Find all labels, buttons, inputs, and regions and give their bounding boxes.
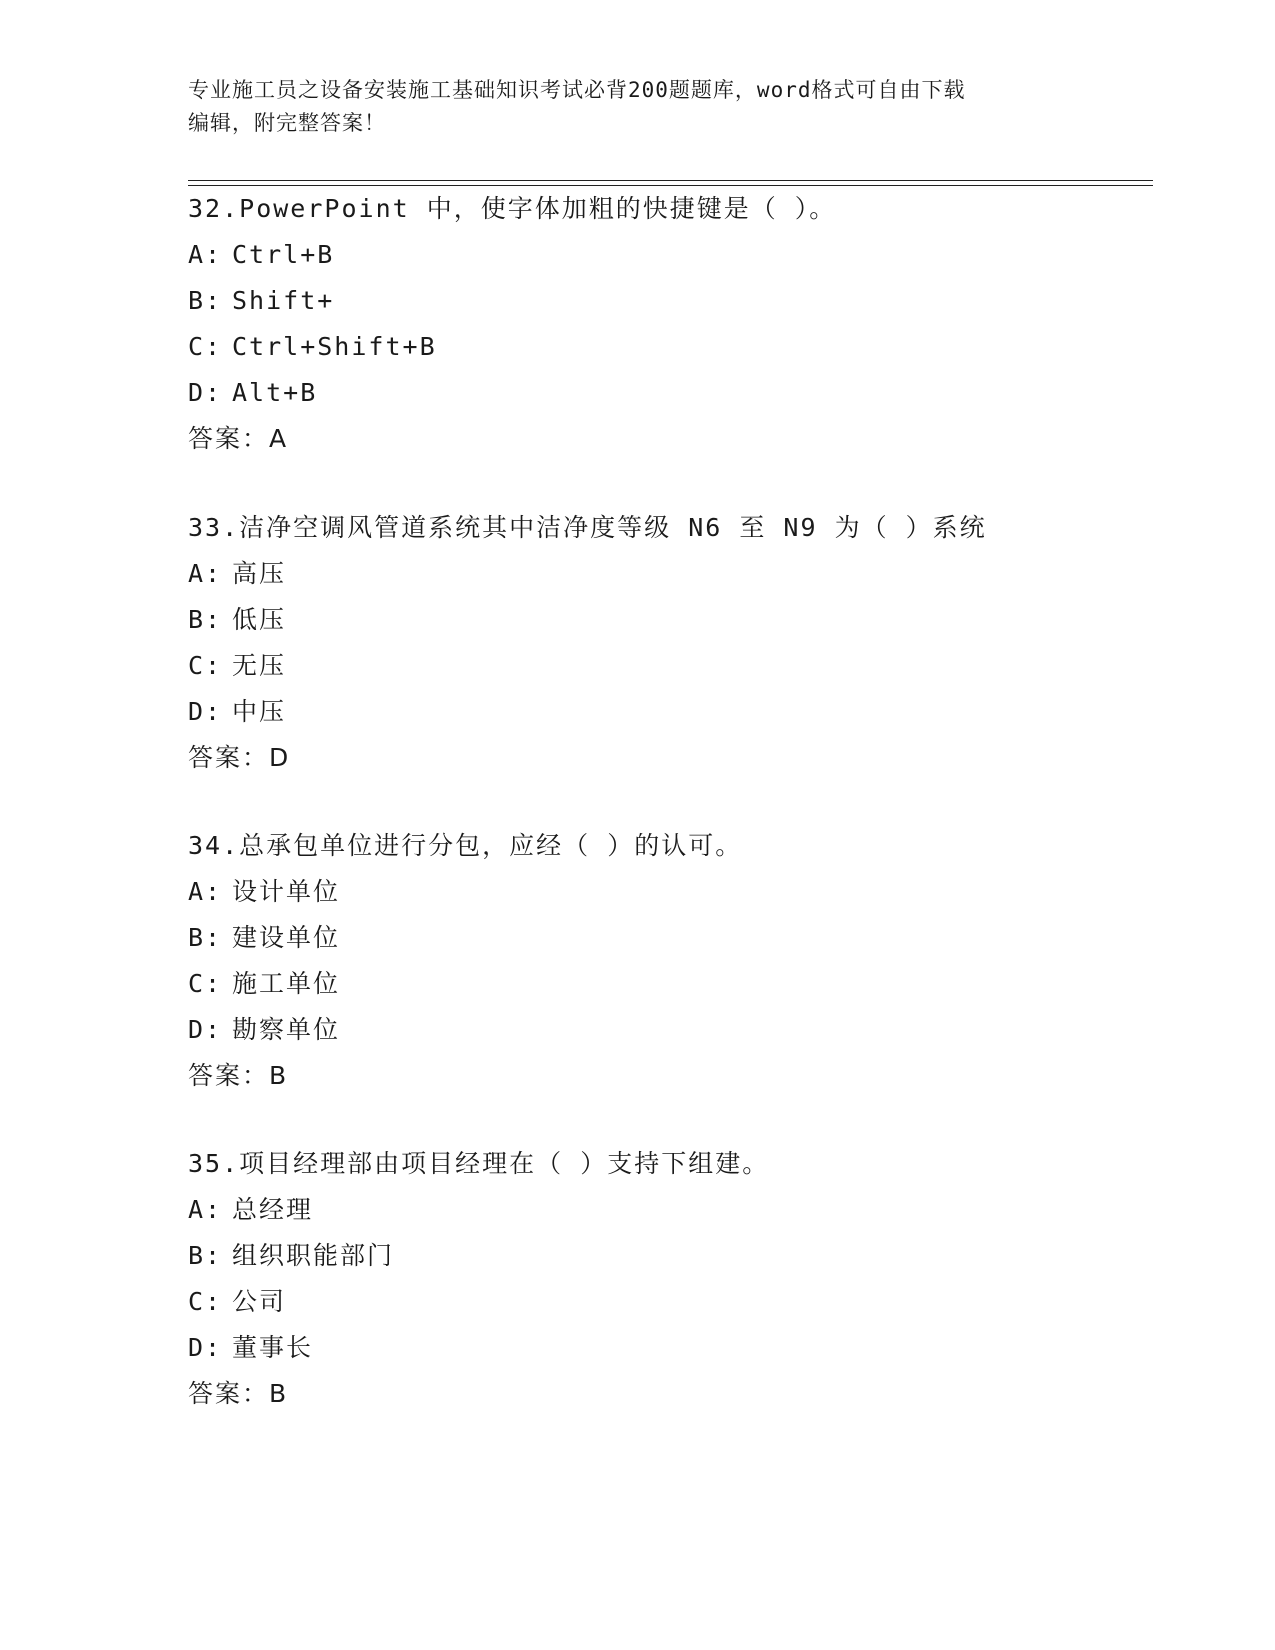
option-key: B: bbox=[188, 605, 223, 634]
option-d bbox=[188, 379, 1148, 425]
answer-line: 答案：B bbox=[188, 1061, 289, 1090]
answer-line: 答案：A bbox=[188, 424, 289, 453]
option-c bbox=[188, 1288, 1148, 1334]
option-b bbox=[188, 924, 1148, 970]
option-text: 建设单位 bbox=[232, 923, 341, 952]
option-key: C: bbox=[188, 969, 223, 998]
option-key: C: bbox=[188, 1287, 223, 1316]
option-text: 董事长 bbox=[232, 1333, 314, 1362]
option-text: Alt+B bbox=[232, 378, 318, 407]
option-b bbox=[188, 606, 1148, 652]
option-key: A: bbox=[188, 559, 223, 588]
option-text: 高压 bbox=[232, 559, 287, 588]
option-d bbox=[188, 698, 1148, 744]
option-b bbox=[188, 287, 1148, 333]
option-key: C: bbox=[188, 651, 223, 680]
option-a bbox=[188, 878, 1148, 924]
answer-line: 答案：D bbox=[188, 743, 291, 772]
question-title: 33.洁净空调风管道系统其中洁净度等级 N6 至 N9 为（ ）系统 bbox=[188, 513, 987, 542]
question-title: 34.总承包单位进行分包，应经（ ）的认可。 bbox=[188, 831, 743, 860]
option-key: B: bbox=[188, 286, 223, 315]
option-text: 低压 bbox=[232, 605, 287, 634]
option-a bbox=[188, 1196, 1148, 1242]
option-text: 设计单位 bbox=[232, 877, 341, 906]
option-a bbox=[188, 241, 1148, 287]
option-text: Ctrl+B bbox=[232, 240, 335, 269]
option-key: A: bbox=[188, 240, 223, 269]
option-text: 无压 bbox=[232, 651, 287, 680]
option-key: A: bbox=[188, 1195, 223, 1224]
header-divider-top bbox=[188, 180, 1153, 181]
option-key: D: bbox=[188, 697, 223, 726]
header-line-2: 编辑，附完整答案！ bbox=[188, 111, 386, 135]
option-key: B: bbox=[188, 1241, 223, 1270]
question-block-34 bbox=[188, 832, 1148, 1108]
header-line-1: 专业施工员之设备安装施工基础知识考试必背200题题库，word格式可自由下载 bbox=[188, 78, 966, 102]
option-d bbox=[188, 1016, 1148, 1062]
option-key: A: bbox=[188, 877, 223, 906]
option-key: D: bbox=[188, 378, 223, 407]
header-divider-bottom bbox=[188, 185, 1153, 186]
option-text: 施工单位 bbox=[232, 969, 341, 998]
option-text: Ctrl+Shift+B bbox=[232, 332, 437, 361]
option-b bbox=[188, 1242, 1148, 1288]
question-title: 35.项目经理部由项目经理在（ ）支持下组建。 bbox=[188, 1149, 770, 1178]
option-key: D: bbox=[188, 1015, 223, 1044]
option-a bbox=[188, 560, 1148, 606]
option-d bbox=[188, 1334, 1148, 1380]
question-title: 32.PowerPoint 中，使字体加粗的快捷键是（ ）。 bbox=[188, 194, 837, 223]
question-block-35 bbox=[188, 1150, 1148, 1426]
option-key: C: bbox=[188, 332, 223, 361]
option-text: 中压 bbox=[232, 697, 287, 726]
question-block-33 bbox=[188, 514, 1148, 790]
option-text: 总经理 bbox=[232, 1195, 314, 1224]
answer-line: 答案：B bbox=[188, 1379, 289, 1408]
option-c bbox=[188, 333, 1148, 379]
option-c bbox=[188, 970, 1148, 1016]
option-c bbox=[188, 652, 1148, 698]
option-key: B: bbox=[188, 923, 223, 952]
document-header bbox=[188, 74, 1088, 140]
option-text: 组织职能部门 bbox=[232, 1241, 395, 1270]
option-text: Shift+ bbox=[232, 286, 335, 315]
option-text: 公司 bbox=[232, 1287, 287, 1316]
option-key: D: bbox=[188, 1333, 223, 1362]
option-text: 勘察单位 bbox=[232, 1015, 341, 1044]
question-block-32 bbox=[188, 195, 1148, 471]
